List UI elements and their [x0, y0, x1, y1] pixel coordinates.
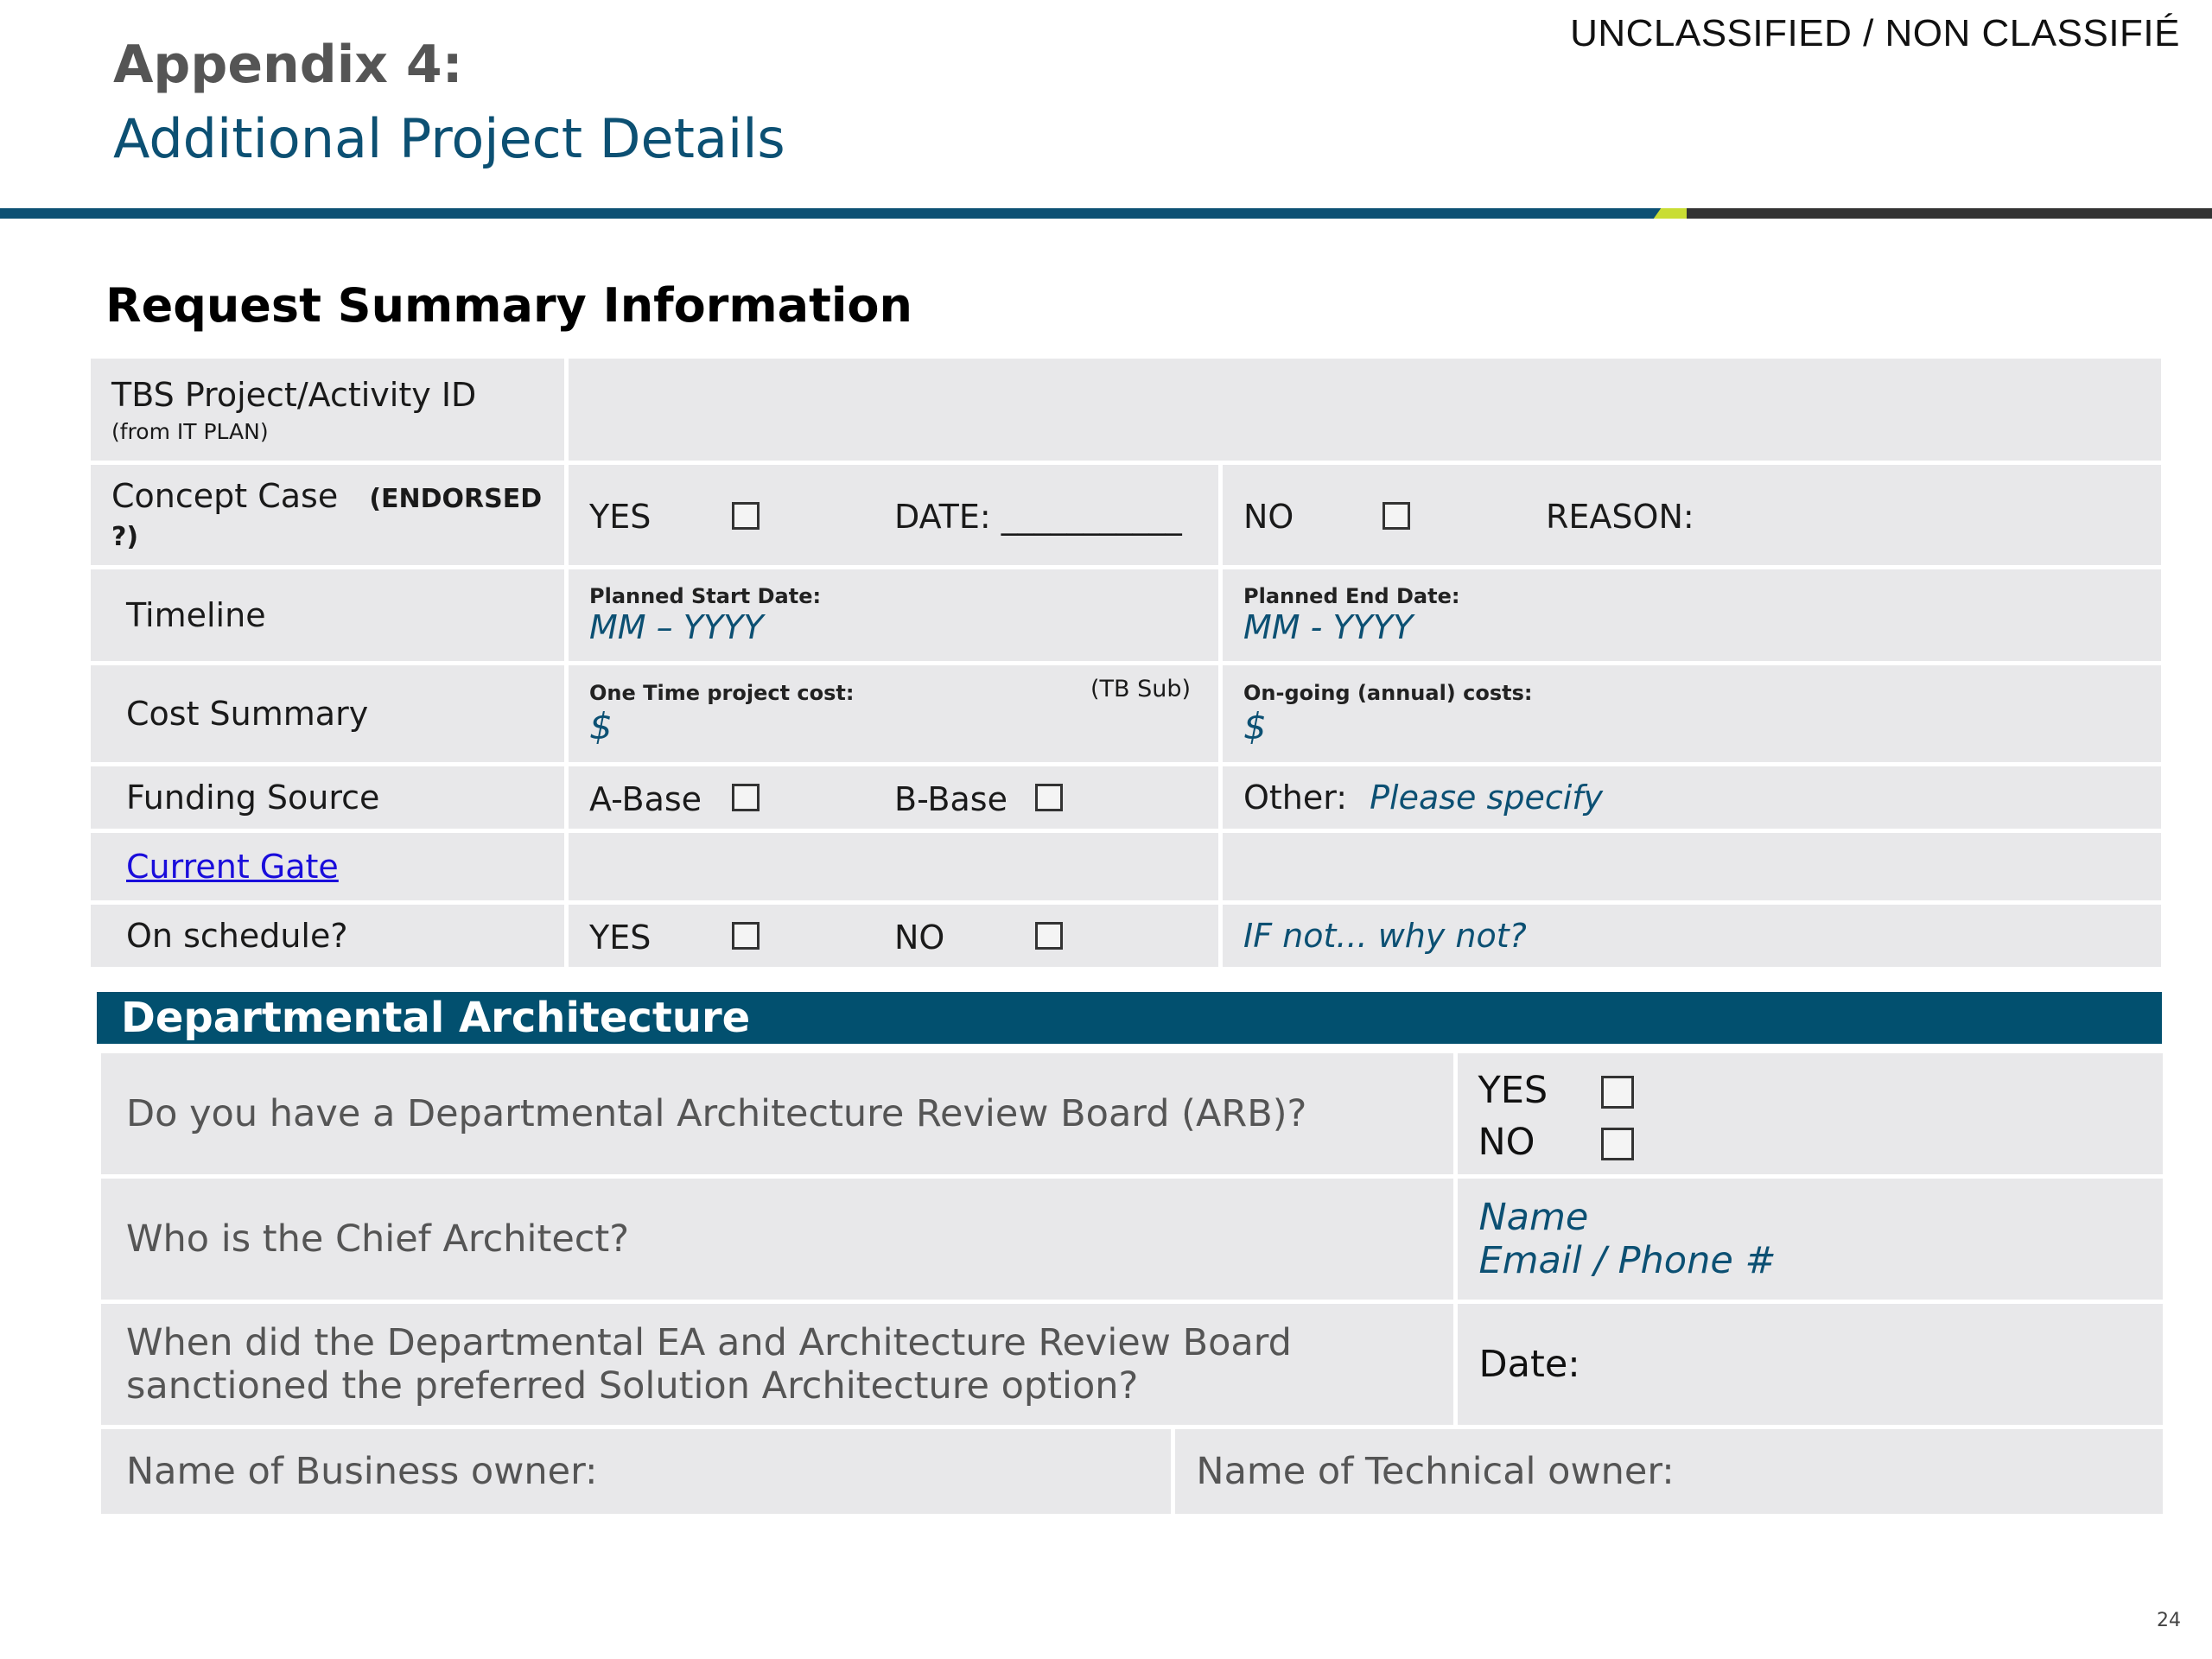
schedule-no-checkbox[interactable]	[1035, 922, 1063, 950]
table-row	[91, 766, 2161, 829]
funding-other-cell	[1223, 766, 2161, 829]
sanction-question-line2: sanctioned the preferred Solution Architecture option?	[126, 1364, 1139, 1408]
sanction-question-line1: When did the Departmental EA and Architecture Review Board	[126, 1321, 1292, 1364]
concept-yes-checkbox[interactable]	[732, 502, 760, 530]
timeline-label: Timeline	[91, 569, 564, 661]
project-id-field[interactable]	[569, 359, 2161, 461]
chief-architect-contact[interactable]: Email / Phone #	[1478, 1239, 1777, 1282]
current-gate-field-b[interactable]	[1223, 833, 2161, 900]
project-id-sublabel: (from IT PLAN)	[111, 418, 269, 444]
current-gate-cell	[91, 833, 564, 900]
sanction-date-field[interactable]: Date:	[1458, 1304, 2164, 1425]
b-base-label: B-Base	[894, 780, 1007, 818]
table-row	[101, 1179, 2163, 1300]
concept-reason-label: REASON:	[1546, 498, 1694, 536]
concept-date-field[interactable]: DATE: ___________	[894, 498, 1182, 536]
project-id-label-cell	[91, 359, 564, 461]
planned-end-label: Planned End Date:	[1243, 584, 1460, 608]
one-time-cost-cell[interactable]	[569, 665, 1218, 762]
a-base-checkbox[interactable]	[732, 784, 760, 811]
schedule-no-label: NO	[894, 918, 945, 957]
concept-no-cell	[1223, 465, 2161, 565]
header-rule-dark	[1687, 208, 2212, 219]
funding-base-cell	[569, 766, 1218, 829]
schedule-options-cell	[569, 905, 1218, 967]
concept-yes-label: YES	[589, 498, 652, 536]
other-value[interactable]: Please specify	[1370, 779, 1604, 817]
schedule-why-cell[interactable]	[1223, 905, 2161, 967]
request-summary-table	[86, 354, 2165, 971]
appendix-heading: Appendix 4:	[113, 35, 463, 95]
arb-answer-cell	[1458, 1053, 2164, 1174]
section-title: Request Summary Information	[105, 278, 912, 333]
concept-label-cell	[91, 465, 564, 565]
ongoing-cost-value[interactable]: $	[1243, 704, 1267, 747]
table-row	[101, 1304, 2163, 1425]
header-rule	[0, 208, 1668, 219]
arb-yes-label: YES	[1478, 1069, 1548, 1112]
page-number: 24	[2157, 1610, 2181, 1631]
planned-start-label: Planned Start Date:	[589, 584, 822, 608]
sanction-question-cell	[101, 1304, 1453, 1425]
concept-endorsed-label: (ENDORSED ?)	[111, 484, 543, 552]
table-row	[91, 833, 2161, 900]
on-schedule-label: On schedule?	[91, 905, 564, 967]
table-row	[91, 905, 2161, 967]
cost-summary-label: Cost Summary	[91, 665, 564, 762]
current-gate-field-a[interactable]	[569, 833, 1218, 900]
b-base-checkbox[interactable]	[1035, 784, 1063, 811]
arb-no-checkbox[interactable]	[1601, 1128, 1634, 1160]
one-time-cost-value[interactable]: $	[589, 704, 613, 747]
funding-source-label: Funding Source	[91, 766, 564, 829]
other-label: Other:	[1243, 779, 1348, 817]
departmental-architecture-banner: Departmental Architecture	[97, 992, 2162, 1044]
chief-architect-question: Who is the Chief Architect?	[101, 1179, 1453, 1300]
concept-no-checkbox[interactable]	[1382, 502, 1410, 530]
concept-no-label: NO	[1243, 498, 1294, 536]
arb-no-label: NO	[1478, 1121, 1535, 1164]
tb-sub-label: (TB Sub)	[1090, 676, 1191, 702]
planned-end-value[interactable]: MM - YYYY	[1243, 608, 1414, 646]
schedule-why-text[interactable]: IF not... why not?	[1243, 917, 1527, 955]
schedule-yes-label: YES	[589, 918, 652, 957]
arb-yes-checkbox[interactable]	[1601, 1076, 1634, 1109]
chief-architect-answer-cell[interactable]	[1458, 1179, 2164, 1300]
current-gate-link[interactable]: Current Gate	[126, 848, 339, 886]
architecture-table	[97, 1049, 2167, 1518]
schedule-yes-checkbox[interactable]	[732, 922, 760, 950]
chief-architect-name[interactable]: Name	[1478, 1196, 1589, 1239]
arb-question: Do you have a Departmental Architecture Review Board (ARB)?	[101, 1053, 1453, 1174]
concept-case-label: Concept Case	[111, 477, 339, 515]
table-row	[101, 1053, 2163, 1174]
project-id-label: TBS Project/Activity ID	[111, 375, 477, 414]
page-title: Additional Project Details	[113, 107, 785, 170]
technical-owner-field[interactable]: Name of Technical owner:	[1175, 1429, 2163, 1514]
planned-start-cell[interactable]	[569, 569, 1218, 661]
table-row	[91, 665, 2161, 762]
planned-start-value[interactable]: MM – YYYY	[589, 608, 764, 646]
table-row	[91, 569, 2161, 661]
classification-label: UNCLASSIFIED / NON CLASSIFIÉ	[1570, 12, 2180, 54]
business-owner-field[interactable]: Name of Business owner:	[101, 1429, 1171, 1514]
one-time-cost-label: One Time project cost:	[589, 680, 855, 705]
planned-end-cell[interactable]	[1223, 569, 2161, 661]
table-row	[91, 465, 2161, 565]
a-base-label: A-Base	[589, 780, 702, 818]
ongoing-cost-cell[interactable]	[1223, 665, 2161, 762]
table-row	[91, 359, 2161, 461]
table-row	[101, 1429, 2163, 1514]
concept-yes-cell	[569, 465, 1218, 565]
ongoing-cost-label: On-going (annual) costs:	[1243, 680, 1533, 705]
